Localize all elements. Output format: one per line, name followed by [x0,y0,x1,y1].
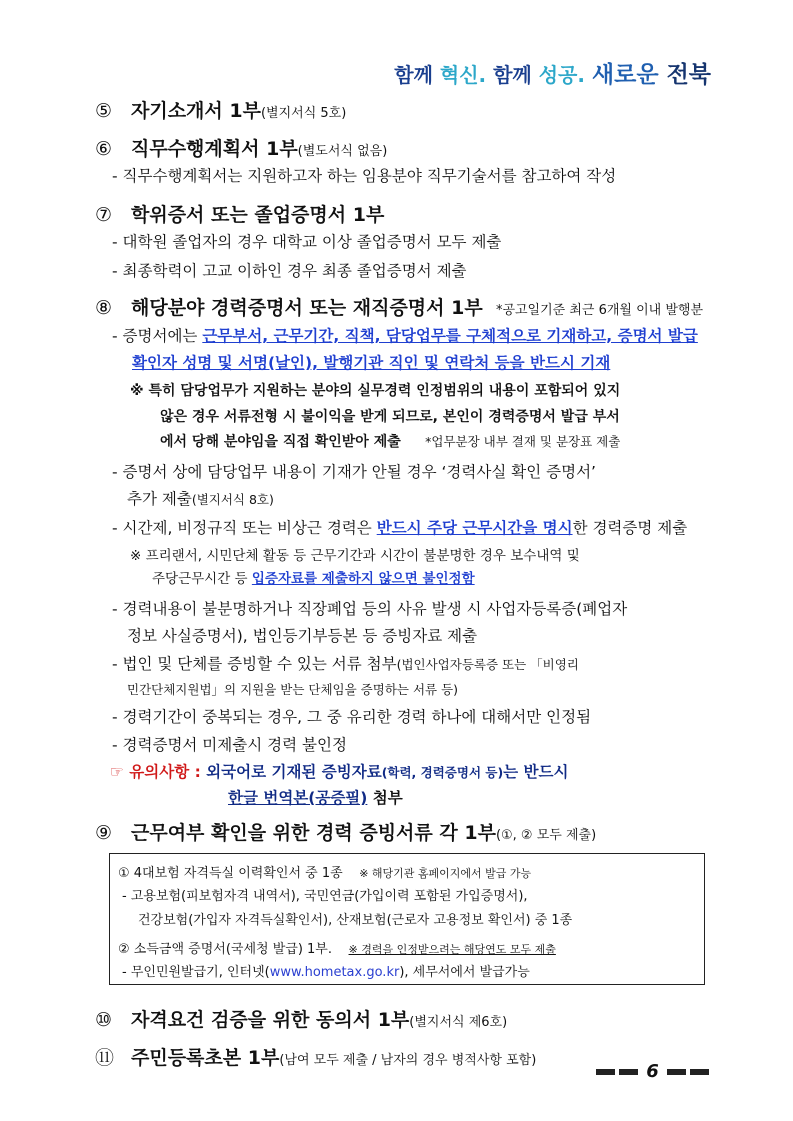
item-10-heading: ⑩ 자격요건 검증을 위한 동의서 1부(별지서식 제6호) [95,1009,508,1031]
item-9-heading: ⑨ 근무여부 확인을 위한 경력 증빙서류 각 1부(①, ② 모두 제출) [95,822,597,844]
footer-bar-left [596,1069,615,1075]
item-8-bullet-5: - 법인 및 단체를 증빙할 수 있는 서류 첨부(법인사업자등록증 또는 「비영리 [112,655,579,673]
item-6-bullet: - 직무수행계획서는 지원하고자 하는 임용분야 직무기술서를 참고하여 작성 [112,167,617,185]
box-line-3: 건강보험(가입자 자격득실확인서), 산재보험(근로자 고용정보 확인서) 중 1종 [138,913,573,928]
page-number: 6 [646,1061,659,1082]
item-8-caution: ☞ 유의사항 : 외국어로 기재된 증빙자료(학력, 경력증명서 등)는 반드시 [110,763,569,781]
item-8-note-3: 에서 당해 분야임을 직접 확인받아 제출 *업무분장 내부 결재 및 분장표 제출 [160,434,621,450]
footer-bar-right-2 [690,1069,709,1075]
item-8-bullet-1-cont: 확인자 성명 및 서명(날인), 발행기관 직인 및 연락처 등을 반드시 기재 [132,354,611,372]
item-8-bullet-3: - 시간제, 비정규직 또는 비상근 경력은 반드시 주당 근무시간을 명시한 경력증명 제출 [112,519,688,537]
item-8-note-2: 않은 경우 서류전형 시 불이익을 받게 되므로, 본인이 경력증명서 발급 부서 [160,409,620,425]
item-8-bullet-1: - 증명서에는 근무부서, 근무기간, 직책, 담당업무를 구체적으로 기재하고, 증명서 발급 [112,327,698,345]
hometax-link[interactable]: www.hometax.go.kr [269,965,400,980]
item-8-bullet-4-cont: 정보 사실증명서), 법인등기부등본 등 증빙자료 제출 [127,627,478,645]
item-8-bullet-5-cont: 민간단체지원법」의 지원을 받는 단체임을 증명하는 서류 등) [127,682,459,697]
evidence-box [109,853,705,985]
item-8-caution-cont: 한글 번역본(공증필) 첨부 [228,789,403,807]
item-7-heading: ⑦ 학위증서 또는 졸업증명서 1부 [95,204,385,226]
box-line-1: ① 4대보험 자격득실 이력확인서 중 1종 ※ 해당기관 홈페이지에서 발급 가능 [118,866,532,881]
item-8-bullet-2-cont: 추가 제출(별지서식 8호) [127,490,274,508]
item-5-heading: ⑤ 자기소개서 1부(별지서식 5호) [95,100,347,122]
page-footer [594,1061,711,1082]
item-8-bullet-6: - 경력기간이 중복되는 경우, 그 중 유리한 경력 하나에 대해서만 인정됨 [112,708,592,726]
item-7-bullet-1: - 대학원 졸업자의 경우 대학교 이상 졸업증명서 모두 제출 [112,233,502,251]
box-line-4: ② 소득금액 증명서(국세청 발급) 1부. ※ 경력을 인정받으려는 해당연도 모두 제출 [118,942,556,957]
box-line-2: - 고용보험(피보험자격 내역서), 국민연금(가입이력 포함된 가입증명서), [122,889,528,904]
item-11-heading: ⑪ 주민등록초본 1부(남여 모두 제출 / 남자의 경우 병적사항 포함) [95,1047,537,1069]
footer-bar-left-2 [619,1069,638,1075]
box-line-5: - 무인민원발급기, 인터넷(www.hometax.go.kr), 세무서에서 발급가능 [122,965,530,980]
item-8-bullet-2: - 증명서 상에 담당업무 내용이 기재가 안될 경우 ‘경력사실 확인 증명서’ [112,463,596,481]
item-8-heading: ⑧ 해당분야 경력증명서 또는 재직증명서 1부 *공고일기준 최근 6개월 이내 발행분 [95,297,704,319]
item-8-note-1: ※ 특히 담당업무가 지원하는 분야의 실무경력 인정범위의 내용이 포함되어 있지 [130,383,621,399]
item-6-heading: ⑥ 직무수행계획서 1부(별도서식 없음) [95,138,388,160]
item-8-note-5: 주당근무시간 등 입증자료를 제출하지 않으면 불인정함 [152,571,475,587]
header-slogan: 함께 혁신. 함께 성공. 새로운 전북 [394,62,711,88]
item-8-note-4: ※ 프리랜서, 시민단체 활동 등 근무기간과 시간이 불분명한 경우 보수내역 및 [130,548,580,564]
item-7-bullet-2: - 최종학력이 고교 이하인 경우 최종 졸업증명서 제출 [112,262,467,280]
item-8-bullet-7: - 경력증명서 미제출시 경력 불인정 [112,736,347,754]
item-8-bullet-4: - 경력내용이 불분명하거나 직장폐업 등의 사유 발생 시 사업자등록증(폐업자 [112,600,628,618]
footer-bar-right [667,1069,686,1075]
